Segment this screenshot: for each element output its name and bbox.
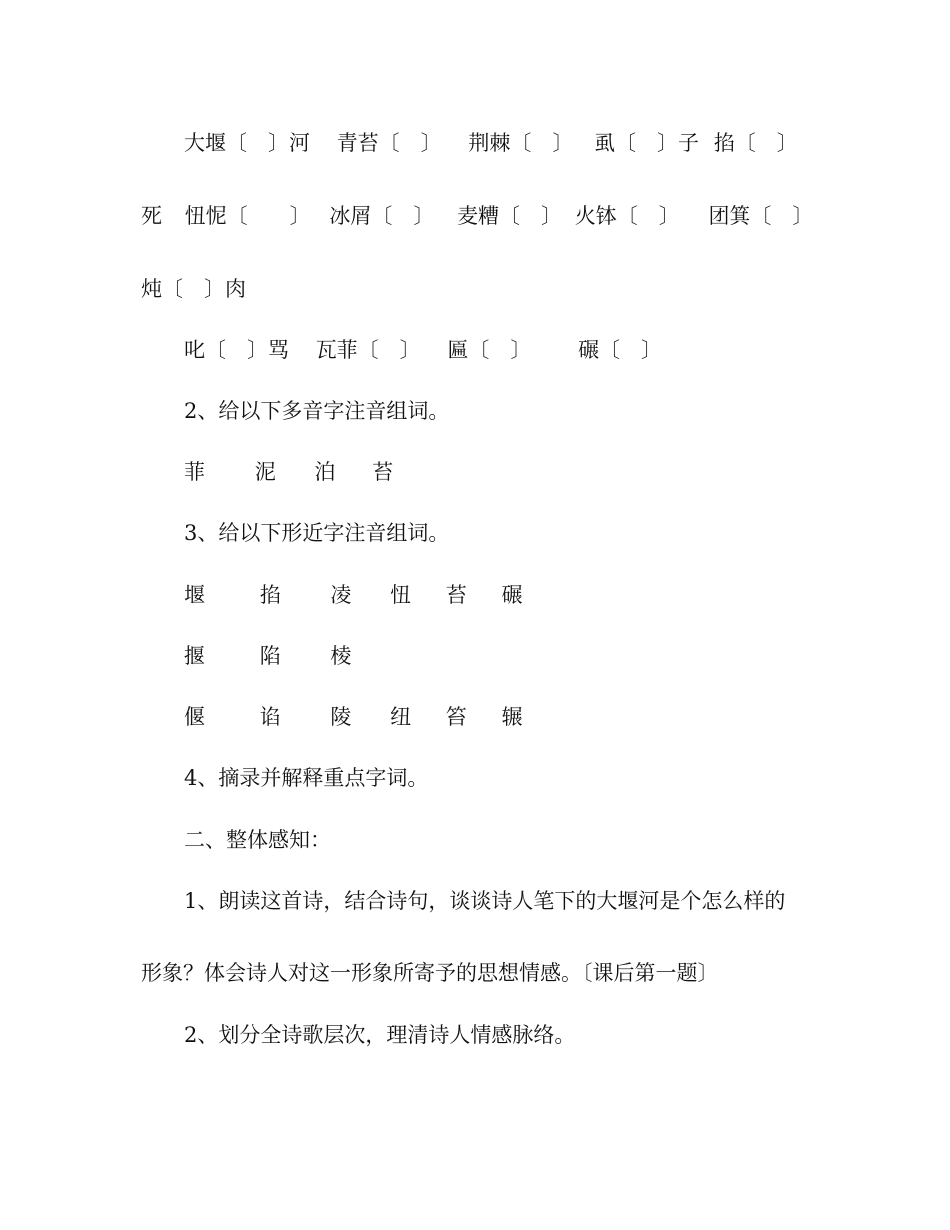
char-item: 谄 [259,705,281,729]
vocab-item: 瓦菲〔 〕 [315,338,421,362]
vocab-item: 掐〔 〕 [713,131,798,155]
char-item: 凌 [330,583,352,607]
vocab-item: 碾〔 〕 [578,338,663,362]
char-item: 苔 [372,460,394,484]
question-3-row-1 [184,582,522,608]
vocab-item: 匾〔 〕 [447,338,532,362]
section-2-item-1-line-1: 1、朗读这首诗，结合诗句，谈谈诗人笔下的大堰河是个怎么样的 [184,889,786,913]
vocab-line-1 [184,130,798,156]
char-item: 堰 [184,583,205,607]
section-2-title: 二、整体感知： [184,828,331,852]
char-item: 泊 [314,460,336,484]
vocab-item: 团箕〔 〕 [708,204,814,228]
question-3-row-3 [184,704,522,730]
vocab-line-4 [184,337,662,363]
vocab-line-2 [141,203,813,229]
vocab-item: 死 [141,204,162,228]
char-item: 陵 [330,705,352,729]
char-item: 掐 [259,583,281,607]
question-3-row-2 [184,643,351,669]
vocab-line-3 [141,276,246,302]
vocab-item: 忸怩〔 〕 [184,204,311,228]
char-item: 陷 [259,644,281,668]
vocab-item: 麦糟〔 〕 [457,204,563,228]
char-item: 碾 [501,583,523,607]
char-item: 纽 [390,705,412,729]
char-item: 苔 [445,583,467,607]
char-item: 菲 [184,460,205,484]
vocab-item: 荆棘〔 〕 [468,131,574,155]
vocab-item: 青苔〔 〕 [336,131,442,155]
question-4-title: 4、摘录并解释重点字词。 [184,766,429,790]
char-item: 忸 [390,583,412,607]
vocab-item: 叱〔 〕骂 [184,338,289,362]
vocab-item: 火钵〔 〕 [574,204,680,228]
vocab-item: 炖〔 〕肉 [141,277,246,301]
char-item: 揠 [184,644,205,668]
vocab-item: 虱〔 〕子 [594,131,700,155]
vocab-item: 冰屑〔 〕 [329,204,435,228]
question-2-title: 2、给以下多音字注音组词。 [184,399,450,423]
char-item: 棱 [330,644,352,668]
char-item: 辗 [501,705,523,729]
char-item: 偃 [184,705,205,729]
section-2-item-2: 2、划分全诗歌层次，理清诗人情感脉络。 [184,1023,576,1047]
question-3-title: 3、给以下形近字注音组词。 [184,521,450,545]
char-item: 泥 [254,460,276,484]
char-item: 笞 [445,705,467,729]
vocab-item: 大堰〔 〕河 [184,131,310,155]
section-2-item-1-line-2: 形象？体会诗人对这一形象所寄予的思想情感。〔课后第一题〕 [141,961,719,985]
question-2-chars [184,459,393,485]
